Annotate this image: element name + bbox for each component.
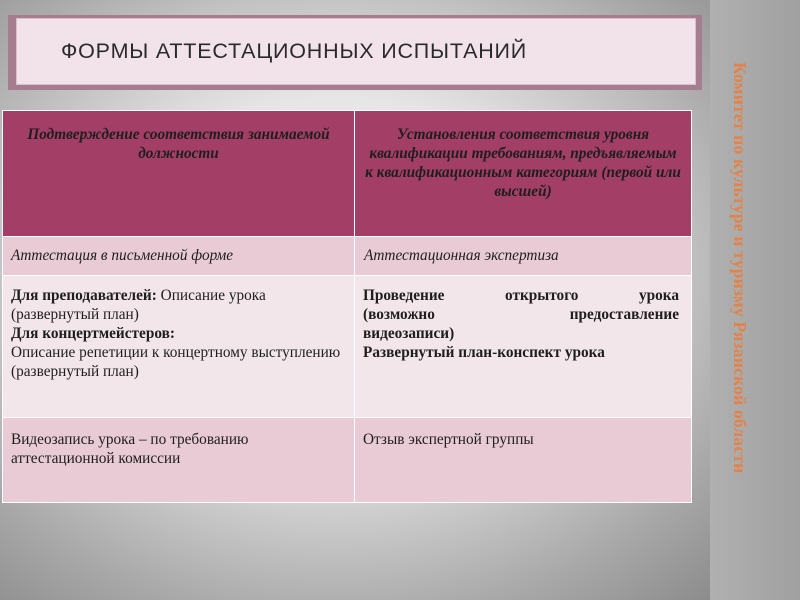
attestation-forms-table	[2, 110, 692, 503]
table-row	[3, 237, 692, 276]
open-lesson-line-2: (возможно предоставление	[363, 306, 679, 323]
cell-open-lesson	[355, 276, 692, 418]
accompanists-text: Описание репетиции к концертному выступлению (развернутый план)	[11, 344, 341, 380]
open-lesson-line-1: Проведение открытого урока	[363, 287, 679, 304]
table-row	[3, 418, 692, 503]
title-box	[16, 18, 696, 85]
organization-vertical-label: Комитет по культуре и туризму Рязанской области	[730, 62, 750, 474]
lesson-plan-line: Развернутый план-конспект урока	[363, 344, 605, 361]
header-cell-qualification-category: Установления соответствия уровня квалификации требованиям, предъявляемым к квалификационным категориям (первой или высшей)	[355, 111, 692, 237]
table-row	[3, 276, 692, 418]
accompanists-label: Для концертмейстеров:	[11, 325, 175, 342]
cell-lesson-description	[3, 276, 355, 418]
teachers-label: Для преподавателей:	[11, 287, 157, 304]
cell-expert-review: Отзыв экспертной группы	[355, 418, 692, 503]
cell-attestation-expertise: Аттестационная экспертиза	[355, 237, 692, 276]
open-lesson-line-3: видеозаписи)	[363, 325, 455, 342]
table-header-row	[3, 111, 692, 237]
teachers-text: Описание урока (развернутый план)	[11, 287, 266, 323]
header-cell-position-compliance: Подтверждение соответствия занимаемой должности	[3, 111, 355, 237]
cell-written-attestation: Аттестация в письменной форме	[3, 237, 355, 276]
cell-lesson-video: Видеозапись урока – по требованию аттестационной комиссии	[3, 418, 355, 503]
slide-title: ФОРМЫ АТТЕСТАЦИОННЫХ ИСПЫТАНИЙ	[61, 39, 528, 63]
